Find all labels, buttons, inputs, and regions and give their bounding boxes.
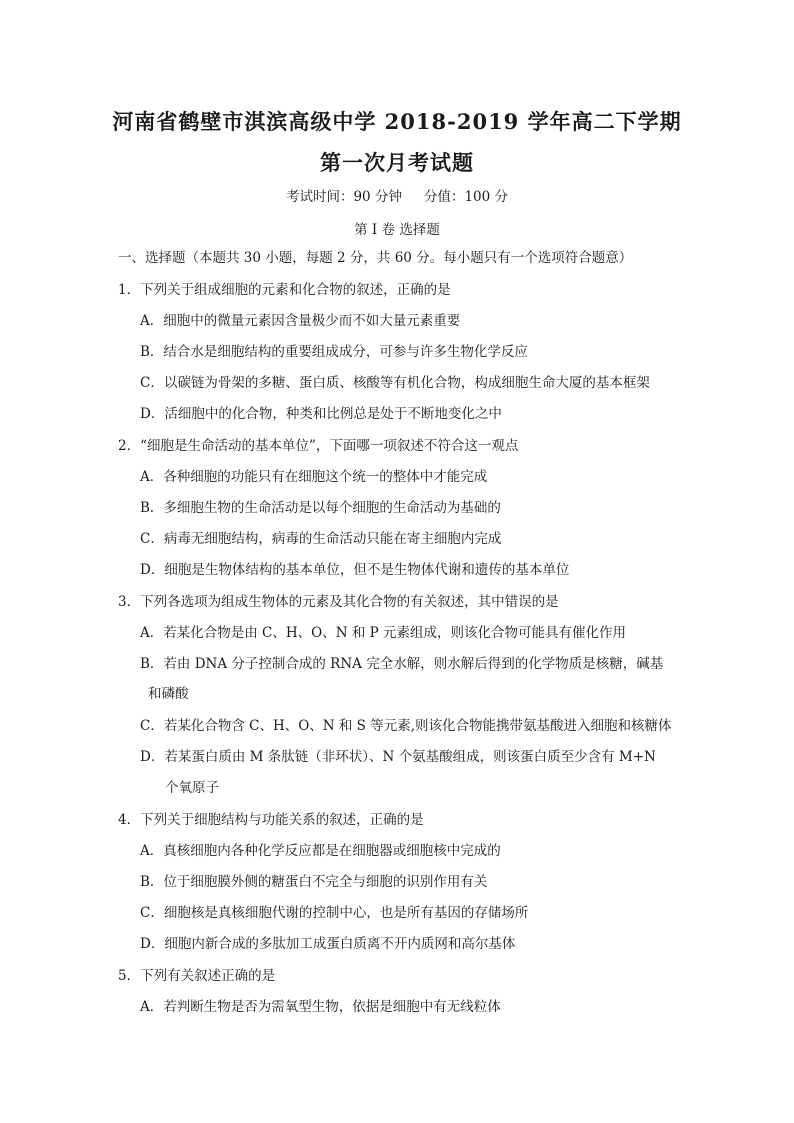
question-5-stem: 5．下列有关叙述正确的是 xyxy=(118,968,276,984)
question-1-option-c: C．以碳链为骨架的多糖、蛋白质、核酸等有机化合物，构成细胞生命大厦的基本框架 xyxy=(140,375,650,391)
question-3-stem: 3．下列各选项为组成生物体的元素及其化合物的有关叙述，其中错误的是 xyxy=(118,594,559,610)
section-instructions: 一、选择题（本题共 30 小题，每题 2 分，共 60 分。每小题只有一个选项符合题意） xyxy=(118,250,633,266)
part-title: 第 I 卷 选择题 xyxy=(354,222,440,238)
exam-title-line2: 第一次月考试题 xyxy=(320,150,474,175)
question-1-stem: 1．下列关于组成细胞的元素和化合物的叙述，正确的是 xyxy=(118,282,451,298)
question-4-stem: 4．下列关于细胞结构与功能关系的叙述，正确的是 xyxy=(118,812,424,828)
question-3-option-d: D．若某蛋白质由 M 条肽链（非环状）、N 个氨基酸组成，则该蛋白质至少含有 M+N xyxy=(140,749,656,765)
question-4-option-b: B．位于细胞膜外侧的糖蛋白不完全与细胞的识别作用有关 xyxy=(140,874,488,890)
exam-title-line1: 河南省鹤壁市淇滨高级中学 2018-2019 学年高二下学期 xyxy=(112,109,682,134)
exam-meta xyxy=(0,185,794,205)
exam-time: 考试时间：90 分钟 xyxy=(285,189,402,205)
question-3-option-b-continued: 和磷酸 xyxy=(148,686,189,702)
question-3-option-b: B．若由 DNA 分子控制合成的 RNA 完全水解，则水解后得到的化学物质是核糖，碱基 xyxy=(140,656,664,672)
question-5-option-a: A．若判断生物是否为需氧型生物，依据是细胞中有无线粒体 xyxy=(140,999,501,1015)
question-1-option-a: A．细胞中的微量元素因含量极少而不如大量元素重要 xyxy=(140,313,461,329)
question-1-option-b: B．结合水是细胞结构的重要组成成分，可参与许多生物化学反应 xyxy=(140,344,528,360)
question-3-option-c: C．若某化合物含 C、H、O、N 和 S 等元素,则该化合物能携带氨基酸进入细胞和核糖体 xyxy=(140,718,672,734)
question-2-option-c: C．病毒无细胞结构，病毒的生命活动只能在寄主细胞内完成 xyxy=(140,531,502,547)
question-2-stem: 2．“细胞是生命活动的基本单位”，下面哪一项叙述不符合这一观点 xyxy=(118,438,519,454)
question-1-option-d: D．活细胞中的化合物，种类和比例总是处于不断地变化之中 xyxy=(140,406,502,422)
exam-score: 分值：100 分 xyxy=(423,189,509,205)
question-4-option-d: D．细胞内新合成的多肽加工成蛋白质离不开内质网和高尔基体 xyxy=(140,936,516,952)
question-4-option-a: A．真核细胞内各种化学反应都是在细胞器或细胞核中完成的 xyxy=(140,843,501,859)
question-2-option-a: A．各种细胞的功能只有在细胞这个统一的整体中才能完成 xyxy=(140,469,488,485)
question-3-option-d-continued: 个氧原子 xyxy=(165,780,219,796)
question-4-option-c: C．细胞核是真核细胞代谢的控制中心，也是所有基因的存储场所 xyxy=(140,905,529,921)
question-3-option-a: A．若某化合物是由 C、H、O、N 和 P 元素组成，则该化合物可能具有催化作用 xyxy=(140,625,626,641)
question-2-option-b: B．多细胞生物的生命活动是以每个细胞的生命活动为基础的 xyxy=(140,500,501,516)
question-2-option-d: D．细胞是生物体结构的基本单位，但不是生物体代谢和遗传的基本单位 xyxy=(140,562,570,578)
